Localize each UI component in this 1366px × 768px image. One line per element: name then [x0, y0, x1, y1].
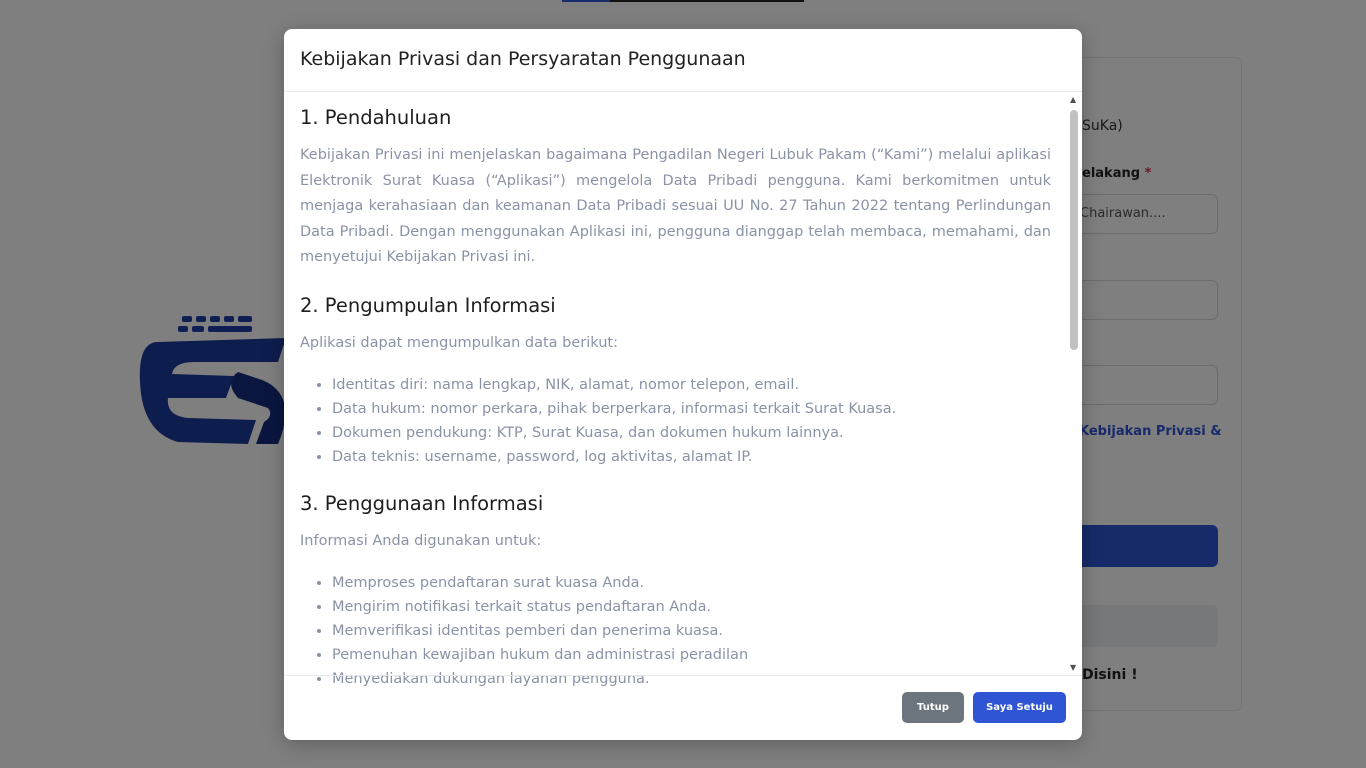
agree-button[interactable]: Saya Setuju	[973, 692, 1066, 723]
section-paragraph-collection: Aplikasi dapat mengumpulkan data berikut:	[300, 335, 618, 352]
privacy-policy-modal	[284, 29, 1082, 740]
scrollbar-thumb[interactable]	[1070, 110, 1078, 350]
section-heading-collection: 2. Pengumpulan Informasi	[300, 293, 556, 317]
list-item: • Data teknis: username, password, log aktivitas, alamat IP.	[332, 445, 1051, 469]
list-item: • Dokumen pendukung: KTP, Surat Kuasa, dan dokumen hukum lainnya.	[332, 421, 1051, 445]
section-heading-introduction: 1. Pendahuluan	[300, 106, 452, 129]
modal-scrollbar[interactable]	[1068, 92, 1080, 676]
list-item: • Mengirim notifikasi terkait status pendaftaran Anda.	[332, 595, 1051, 619]
collection-list	[300, 373, 1051, 469]
section-paragraph-introduction: Kebijakan Privasi ini menjelaskan bagaimana Pengadilan Negeri Lubuk Pakam (“Kami”) melalui aplikasi Elektronik Surat Kuasa (“Aplikasi”) mengelola Data Pribadi pengguna. Kami berkomitmen untuk menjaga kerahasiaan dan keamanan Data Pribadi sesuai UU No. 27 Tahun 2022 tentang Perlindungan Data Pribadi. Dengan menggunakan Aplikasi ini, pengguna dianggap telah membaca, memahami, dan menyetujui Kebijakan Privasi ini.	[300, 147, 1051, 266]
list-item: • Menyediakan dukungan layanan pengguna.	[332, 667, 1051, 691]
scroll-up-arrow-icon[interactable]: ▲	[1070, 95, 1077, 104]
policy-content	[300, 106, 1051, 707]
list-item: • Data hukum: nomor perkara, pihak berperkara, informasi terkait Surat Kuasa.	[332, 397, 1051, 421]
list-item: • Pemenuhan kewajiban hukum dan administrasi peradilan	[332, 643, 1051, 667]
list-item: • Memverifikasi identitas pemberi dan penerima kuasa.	[332, 619, 1051, 643]
modal-footer	[284, 675, 1082, 740]
modal-header	[284, 29, 1082, 92]
usage-list	[300, 571, 1051, 691]
modal-title: Kebijakan Privasi dan Persyaratan Penggunaan	[300, 48, 746, 70]
list-item: • Identitas diri: nama lengkap, NIK, alamat, nomor telepon, email.	[332, 373, 1051, 397]
modal-body[interactable]	[284, 92, 1082, 687]
close-button[interactable]: Tutup	[902, 692, 964, 723]
section-heading-usage: 3. Penggunaan Informasi	[300, 491, 544, 515]
list-item: • Memproses pendaftaran surat kuasa Anda.	[332, 571, 1051, 595]
section-paragraph-usage: Informasi Anda digunakan untuk:	[300, 533, 542, 550]
scroll-down-arrow-icon[interactable]: ▼	[1070, 663, 1077, 672]
